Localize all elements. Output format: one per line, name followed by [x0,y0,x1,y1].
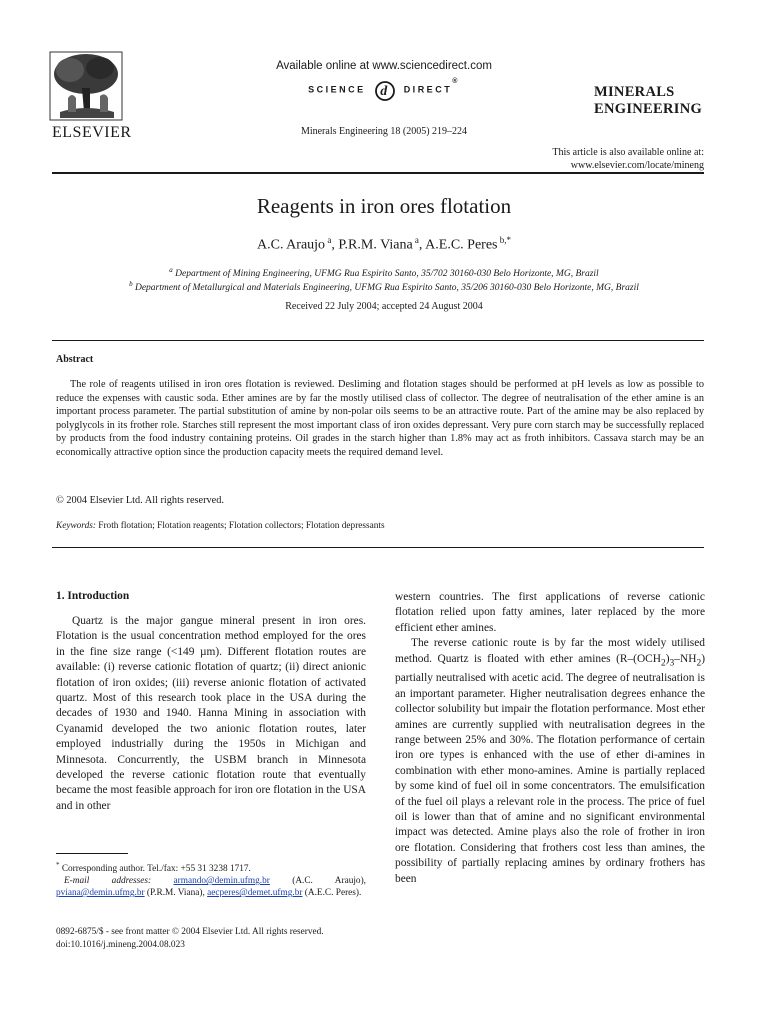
email-link-viana[interactable]: pviana@demin.ufmg.br [56,888,145,899]
journal-name-line1: MINERALS [594,84,675,100]
footnote [56,859,366,899]
journal-citation: Minerals Engineering 18 (2005) 219–224 [300,126,468,137]
text-run: –NH [674,652,697,665]
author-affiliation-mark: a [325,235,332,245]
registered-mark: ® [452,78,460,85]
email-owner: (A.E.C. Peres). [304,888,362,899]
abstract-copyright: © 2004 Elsevier Ltd. All rights reserved. [56,495,224,506]
available-online-text: Available online at www.sciencedirect.com [276,60,492,72]
keywords [56,521,385,531]
abstract-heading: Abstract [56,354,94,365]
author-name: A.C. Araujo [257,237,326,253]
sciencedirect-right-word: DIRECT [403,84,453,95]
sciencedirect-at-icon [371,78,399,102]
affiliation-mark: a [169,266,173,274]
abstract-body [56,378,704,459]
corresponding-author-note [56,859,366,875]
left-column [56,614,366,814]
author-affiliation-mark: b,* [497,235,511,245]
email-link-peres[interactable]: aecperes@demet.ufmg.br [207,888,303,899]
section-heading-introduction: 1. Introduction [56,590,130,602]
affiliation-text: Department of Metallurgical and Materials Engineering, UFMG Rua Espirito Santo, 35/206 30160-030 Belo Horizonte, MG, Brazil [134,283,639,294]
intro-paragraph-1-continued: western countries. The first applications of reverse cationic flotation relied upon fatty amines, later replaced by the more efficient ether amines. [395,591,705,634]
intro-paragraph-1: Quartz is the major gangue mineral present in iron ores. Flotation is the usual concentration method employed for the ores in the fine size range (<149 µm). Different flotation routes are available: (i) reverse cationic flotation of quartz; (ii) direct anionic flotation of iron oxides; (iii) reverse anionic flotation of activated quartz. Most of this research took place in the USA during the decades of 1930 and 1940. Hanna Mining in association with Cyanamid developed the two anionic flotation routes, later employed industrially during the 1950s in Michigan and Minnesota. Concurrently, the USBM branch in Minnesota developed the reverse cationic flotation route that eventually became the most feasible approach for iron ore flotation in the USA and in other [56,615,366,812]
text-run: The reverse cationic route is by far the most widely utilised method. Quartz is floated with ether amines (R–(OCH [395,637,705,665]
footnote-mark: * [56,861,60,869]
abstract-bottom-rule [52,547,704,548]
footnote-rule [56,853,128,854]
doi-line[interactable]: doi:10.1016/j.mineng.2004.08.023 [56,939,185,950]
email-owner: (A.C. Araujo), [269,876,366,887]
email-link-araujo[interactable]: armando@demin.ufmg.br [173,876,270,887]
email-label: E-mail addresses: [64,876,152,887]
svg-text:d: d [379,84,390,99]
author-name: P.R.M. Viana [338,237,413,253]
online-note-url[interactable]: www.elsevier.com/locate/mineng [570,160,704,171]
corresponding-author-text: Corresponding author. Tel./fax: +55 31 3238 1717. [61,864,251,875]
text-run: ) [665,652,670,665]
publisher-name: ELSEVIER [52,124,132,141]
subscript: 2 [696,657,702,668]
online-note-line1: This article is also available online at: [552,147,704,158]
author-separator: , [418,237,426,253]
author-name: A.E.C. Peres [425,237,498,253]
front-matter-line: 0892-6875/$ - see front matter © 2004 Elsevier Ltd. All rights reserved. [56,927,324,937]
subscript: 2 [661,657,666,668]
email-owner: (P.R.M. Viana), [144,888,208,899]
affiliation-mark: b [129,280,133,288]
author-affiliation-mark: a [412,235,419,245]
author-separator: , [331,237,339,253]
affiliation-text: Department of Mining Engineering, UFMG Rua Espirito Santo, 35/702 30160-030 Belo Horizonte, MG, Brazil [175,269,599,280]
article-title: Reagents in iron ores flotation [256,194,512,218]
right-column [395,590,705,887]
imprint [56,926,324,951]
intro-paragraph-2 [395,636,705,887]
journal-name-line2: ENGINEERING [594,101,703,117]
received-dates: Received 22 July 2004; accepted 24 August 2004 [285,301,483,312]
affiliation-a [0,266,768,279]
online-availability-note [552,146,704,172]
keywords-list: Froth flotation; Flotation reagents; Flotation collectors; Flotation depressants [95,521,385,531]
text-run: ) partially neutralised with acetic acid. The degree of neutralisation is an important parameter. Higher neutralisation degrees enhance the collector solubility but impair the flotation performance. Most ether amines are currently supplied with neutralisation degrees in the range between 25% and 30%. The flotation performance of certain iron ore types is enhanced with the use of ether di-amines in combination with ether mono-amines. Amine is partially replaced by some kind of fuel oil in some concentrators. The emulsification of the fuel oil plays a relevant role in the process. The price of fuel oil is lower than that of amine and no significant environmental impact was detected. Amine plays also the role of frother in iron ore flotation. Considering that frothers cost less than amines, the possibility of partially replacing amines by ordinary frothers has been [395,652,705,885]
journal-name [594,84,702,118]
sciencedirect-left-word: SCIENCE [308,84,366,95]
abstract-paragraph: The role of reagents utilised in iron ores flotation is reviewed. Desliming and flotation stages should be performed at pH levels as low as possible to reduce the expenses with caustic soda. Ether amines are by far the mostly utilised class of collector. The degree of neutralisation of the ether amine is an important process parameter. The partial substitution of amine by non-polar oils seems to be an attractive route. Part of the amine may be also replaced by polyglycols in its frother role. Starches still represent the most important class of iron oxides depressant. Very pure corn starch may be successfully replaced by products from the food industry containing proteins. Oil grades in the starch higher than 1.8% may act as froth inhibitors. Cassava starch may be an economically attractive option since the production capacity meets the required demand level. [56,379,704,458]
keywords-label: Keywords: [56,521,96,531]
affiliation-b [0,280,768,293]
author-list [0,235,768,254]
subscript: 3 [669,657,675,668]
abstract-top-rule [52,340,704,341]
email-addresses [56,875,366,899]
header-divider [52,172,704,174]
